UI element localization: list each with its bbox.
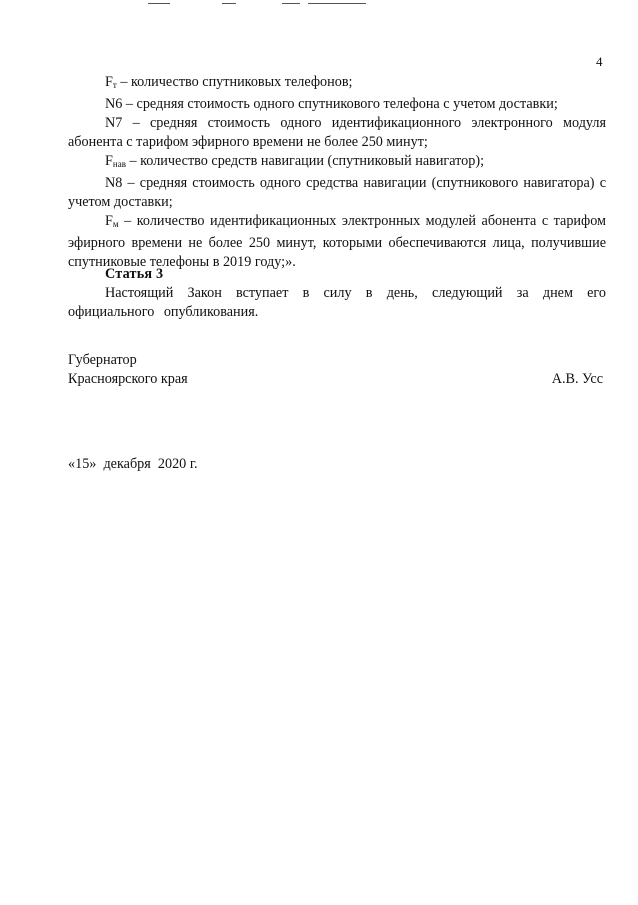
variable-subscript: т [112,80,117,90]
definition-text: N8 – средняя стоимость одного средства навигации (спутникового навигатора) с учетом доставки; [68,175,606,210]
article-3 [68,265,606,322]
variable-subscript: м [112,219,119,229]
article-title: Статья 3 [105,266,164,282]
definition-text: N7 – средняя стоимость одного идентификационного электронного модуля абонента с тарифом эфирного времени не более 250 минут; [68,115,606,150]
scan-artifact-line [222,3,236,4]
definition-text: – количество идентификационных электронных модулей абонента с тарифом эфирного времени не более 250 минут, которыми обеспечиваются лица, получившие спутниковые телефоны в 2019 году;». [68,213,606,270]
definition-paragraph [68,95,606,114]
variable-symbol: F [105,74,113,90]
signatory-region: Красноярского края [68,371,188,387]
signatory-position: Губернатор [68,352,137,368]
scan-artifact-line [148,3,170,4]
definition-paragraph [68,73,606,95]
signing-date: «15» декабря 2020 г. [68,456,198,472]
variable-symbol: F [105,153,113,169]
definition-paragraph [68,174,606,212]
page-number: 4 [596,54,603,69]
definition-text: N6 – средняя стоимость одного спутникового телефона с учетом доставки; [105,96,558,112]
signature-block [68,351,603,389]
definitions-block [68,73,606,272]
signatory-name: А.В. Усс [551,371,603,387]
definition-paragraph [68,212,606,272]
scan-artifact-line [308,3,366,4]
definition-paragraph [68,114,606,152]
variable-symbol: F [105,213,113,229]
definition-text: – количество средств навигации (спутниковый навигатор); [125,153,485,169]
variable-subscript: нав [112,159,126,169]
definition-text: – количество спутниковых телефонов; [116,74,353,90]
definition-paragraph [68,152,606,174]
scan-artifact-line [282,3,300,4]
article-text: Настоящий Закон вступает в силу в день, следующий за днем его официального опубликования. [68,285,606,320]
